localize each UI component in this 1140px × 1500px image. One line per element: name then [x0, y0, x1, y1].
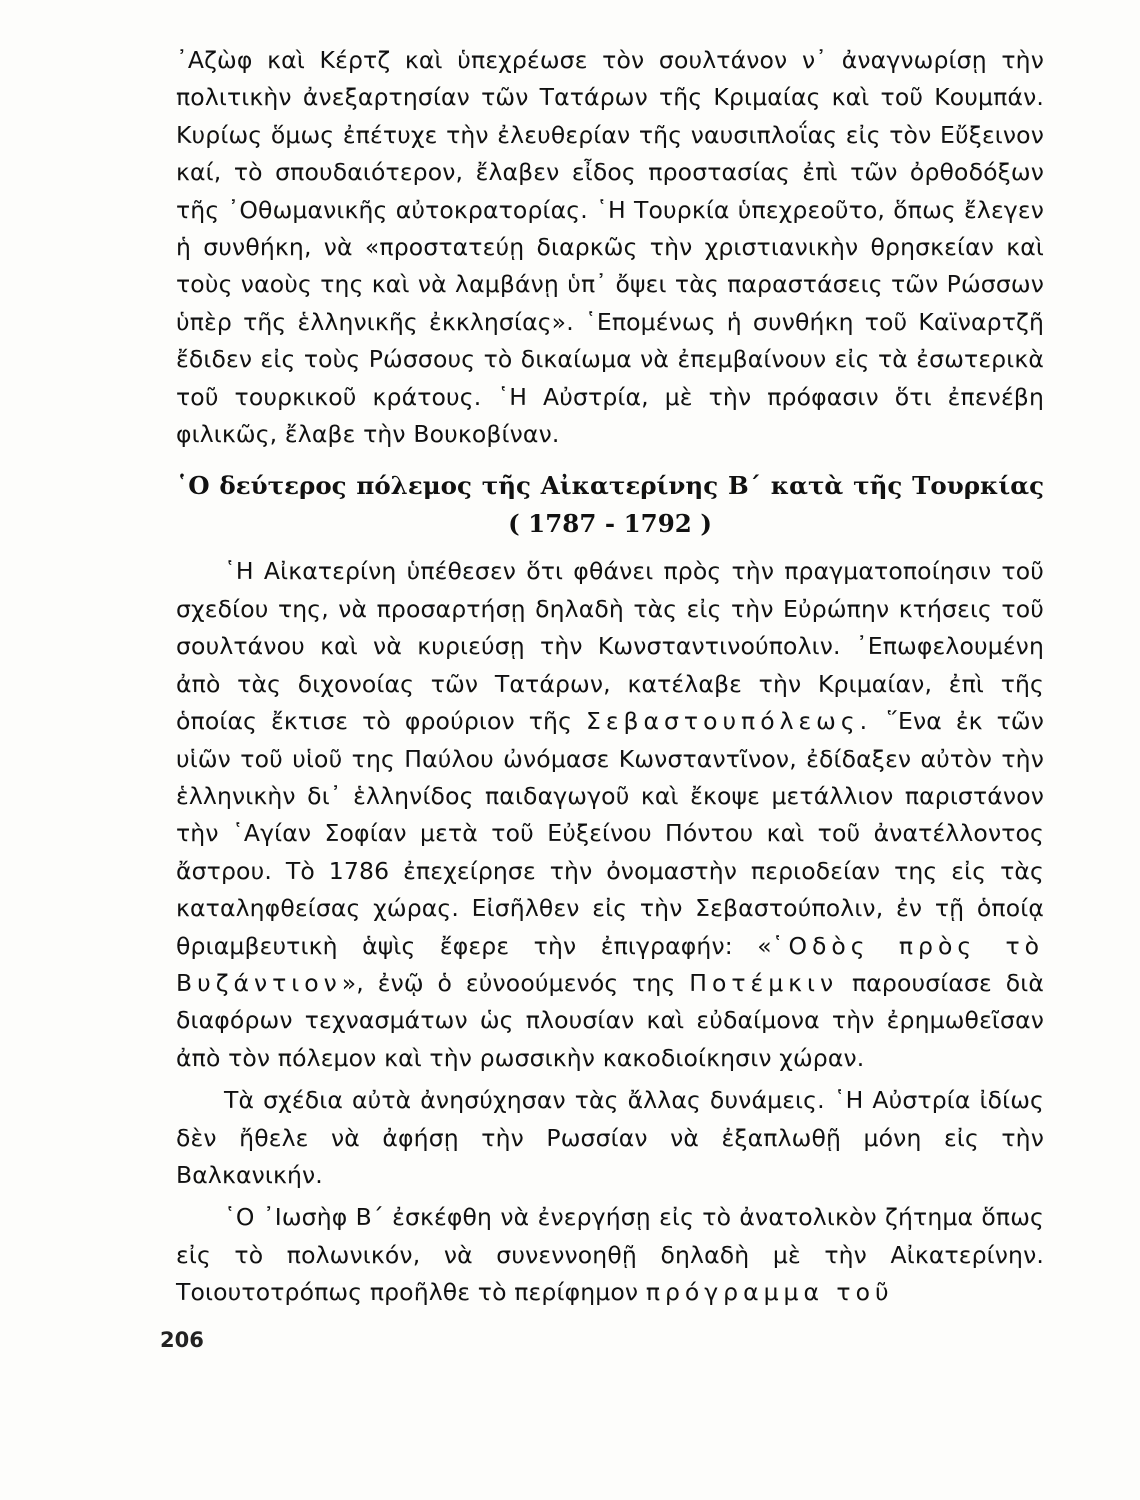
spaced-word-programma: πρόγραμμα τοῦ [645, 1278, 894, 1307]
spaced-inscription: ῾Οδὸς πρὸς τὸ Βυζάντιον [176, 931, 1044, 997]
paragraph-2 [176, 553, 1044, 1077]
paragraph-4 [176, 1199, 1044, 1311]
spaced-word-potemkin: Ποτέμκιν [689, 968, 839, 997]
paragraph-2-text-4: παρουσίασε διὰ διαφόρων τεχνασμάτων ὡς πλουσίαν καὶ εὐδαίμονα τὴν ἐρημωθεῖσαν ἀπὸ τὸν πόλεμον καὶ τὴν ρωσσικὴν κακοδιοίκησιν χώραν. [176, 968, 1045, 1072]
section-heading [176, 467, 1044, 543]
paragraph-2-text-2: ῞Ενα ἐκ τῶν υἱῶν τοῦ υἱοῦ της Παύλου ὠνόμασε Κωνσταντῖνον, ἐδίδαξεν αὐτὸν τὴν ἑλληνικὴν δι᾿ ἑλληνίδος παιδαγωγοῦ καὶ ἔκοψε μετάλλιον παριστάνον τὴν ῾Αγίαν Σοφίαν μετὰ τοῦ Εὐξείνου Πόντου καὶ τοῦ ἀνατέλλοντος ἄστρου. Τὸ 1786 ἐπεχείρησε τὴν ὀνομαστὴν περιοδείαν της εἰς τὰς καταληφθείσας χώρας. Εἰσῆλθεν εἰς τὴν Σεβαστούπολιν, ἐν τῇ ὁποίᾳ θριαμβευτικὴ ἁψὶς ἔφερε τὴν ἐπιγραφήν: « [176, 707, 1045, 960]
page-number: 206 [160, 1328, 204, 1352]
section-heading-title: ῾Ο δεύτερος πόλεμος τῆς Αἰκατερίνης Β΄ κατὰ τῆς Τουρκίας [176, 471, 1044, 501]
paragraph-1-text: ᾿Αζὼφ καὶ Κέρτζ καὶ ὑπεχρέωσε τὸν σουλτάνον ν᾿ ἀναγνωρίσῃ τὴν πολιτικὴν ἀνεξαρτησίαν τῶν Τατάρων τῆς Κριμαίας καὶ τοῦ Κουμπάν. Κυρίως ὅμως ἐπέτυχε τὴν ἐλευθερίαν τῆς ναυσιπλοΐας εἰς τὸν Εὔξεινον καί, τὸ σπουδαιότερον, ἔλαβεν εἶδος προστασίας ἐπὶ τῶν ὀρθοδόξων τῆς ᾿Οθωμανικῆς αὐτοκρατορίας. ῾Η Τουρκία ὑπεχρεοῦτο, ὅπως ἔλεγεν ἡ συνθήκη, νὰ «προστατεύῃ διαρκῶς τὴν χριστιανικὴν θρησκείαν καὶ τοὺς ναοὺς της καὶ νὰ λαμβάνῃ ὑπ᾿ ὄψει τὰς παραστάσεις τῶν Ρώσσων ὑπὲρ τῆς ἑλληνικῆς ἐκκλησίας». ῾Επομένως ἡ συνθήκη τοῦ Καϊναρτζῆ ἔδιδεν εἰς τοὺς Ρώσσους τὸ δικαίωμα νὰ ἐπεμβαίνουν εἰς τὰ ἐσωτερικὰ τοῦ τουρκικοῦ κράτους. ῾Η Αὐστρία, μὲ τὴν πρόφασιν ὅτι ἐπενέβη φιλικῶς, ἔλαβε τὴν Βουκοβίναν. [176, 46, 1044, 449]
paragraph-3-text: Τὰ σχέδια αὐτὰ ἀνησύχησαν τὰς ἄλλας δυνάμεις. ῾Η Αὐστρία ἰδίως δὲν ἤθελε νὰ ἀφήσῃ τὴν Ρωσσίαν νὰ ἐξαπλωθῇ μόνη εἰς τὴν Βαλκανικήν. [176, 1086, 1044, 1189]
section-heading-dates: ( 1787 - 1792 ) [508, 509, 712, 539]
paragraph-2-text-3: », ἐνῷ ὁ εὐνοούμενός της [341, 968, 676, 997]
paragraph-1 [176, 42, 1044, 453]
paragraph-3 [176, 1082, 1044, 1194]
text-column [176, 42, 1044, 1312]
paragraph-2-text-1: ῾Η Αἰκατερίνη ὑπέθεσεν ὅτι φθάνει πρὸς τὴν πραγματοποίησιν τοῦ σχεδίου της, νὰ προσαρτήσῃ δηλαδὴ τὰς εἰς τὴν Εὐρώπην κτήσεις τοῦ σουλτάνου καὶ νὰ κυριεύσῃ τὴν Κωνσταντινούπολιν. ᾿Επωφελουμένη ἀπὸ τὰς διχονοίας τῶν Τατάρων, κατέλαβε τὴν Κριμαίαν, ἐπὶ τῆς ὁποίας ἔκτισε τὸ φρούριον τῆς [176, 557, 1044, 736]
paragraph-4-text: ῾Ο ᾿Ιωσὴφ Β΄ ἐσκέφθη νὰ ἐνεργήσῃ εἰς τὸ ἀνατολικὸν ζήτημα ὅπως εἰς τὸ πολωνικόν, νὰ συνεννοηθῇ δηλαδὴ μὲ τὴν Αἰκατερίνην. Τοιουτοτρόπως προῆλθε τὸ περίφημον [176, 1203, 1044, 1307]
spaced-word-sevastopol: Σεβαστουπόλεως. [585, 707, 873, 736]
